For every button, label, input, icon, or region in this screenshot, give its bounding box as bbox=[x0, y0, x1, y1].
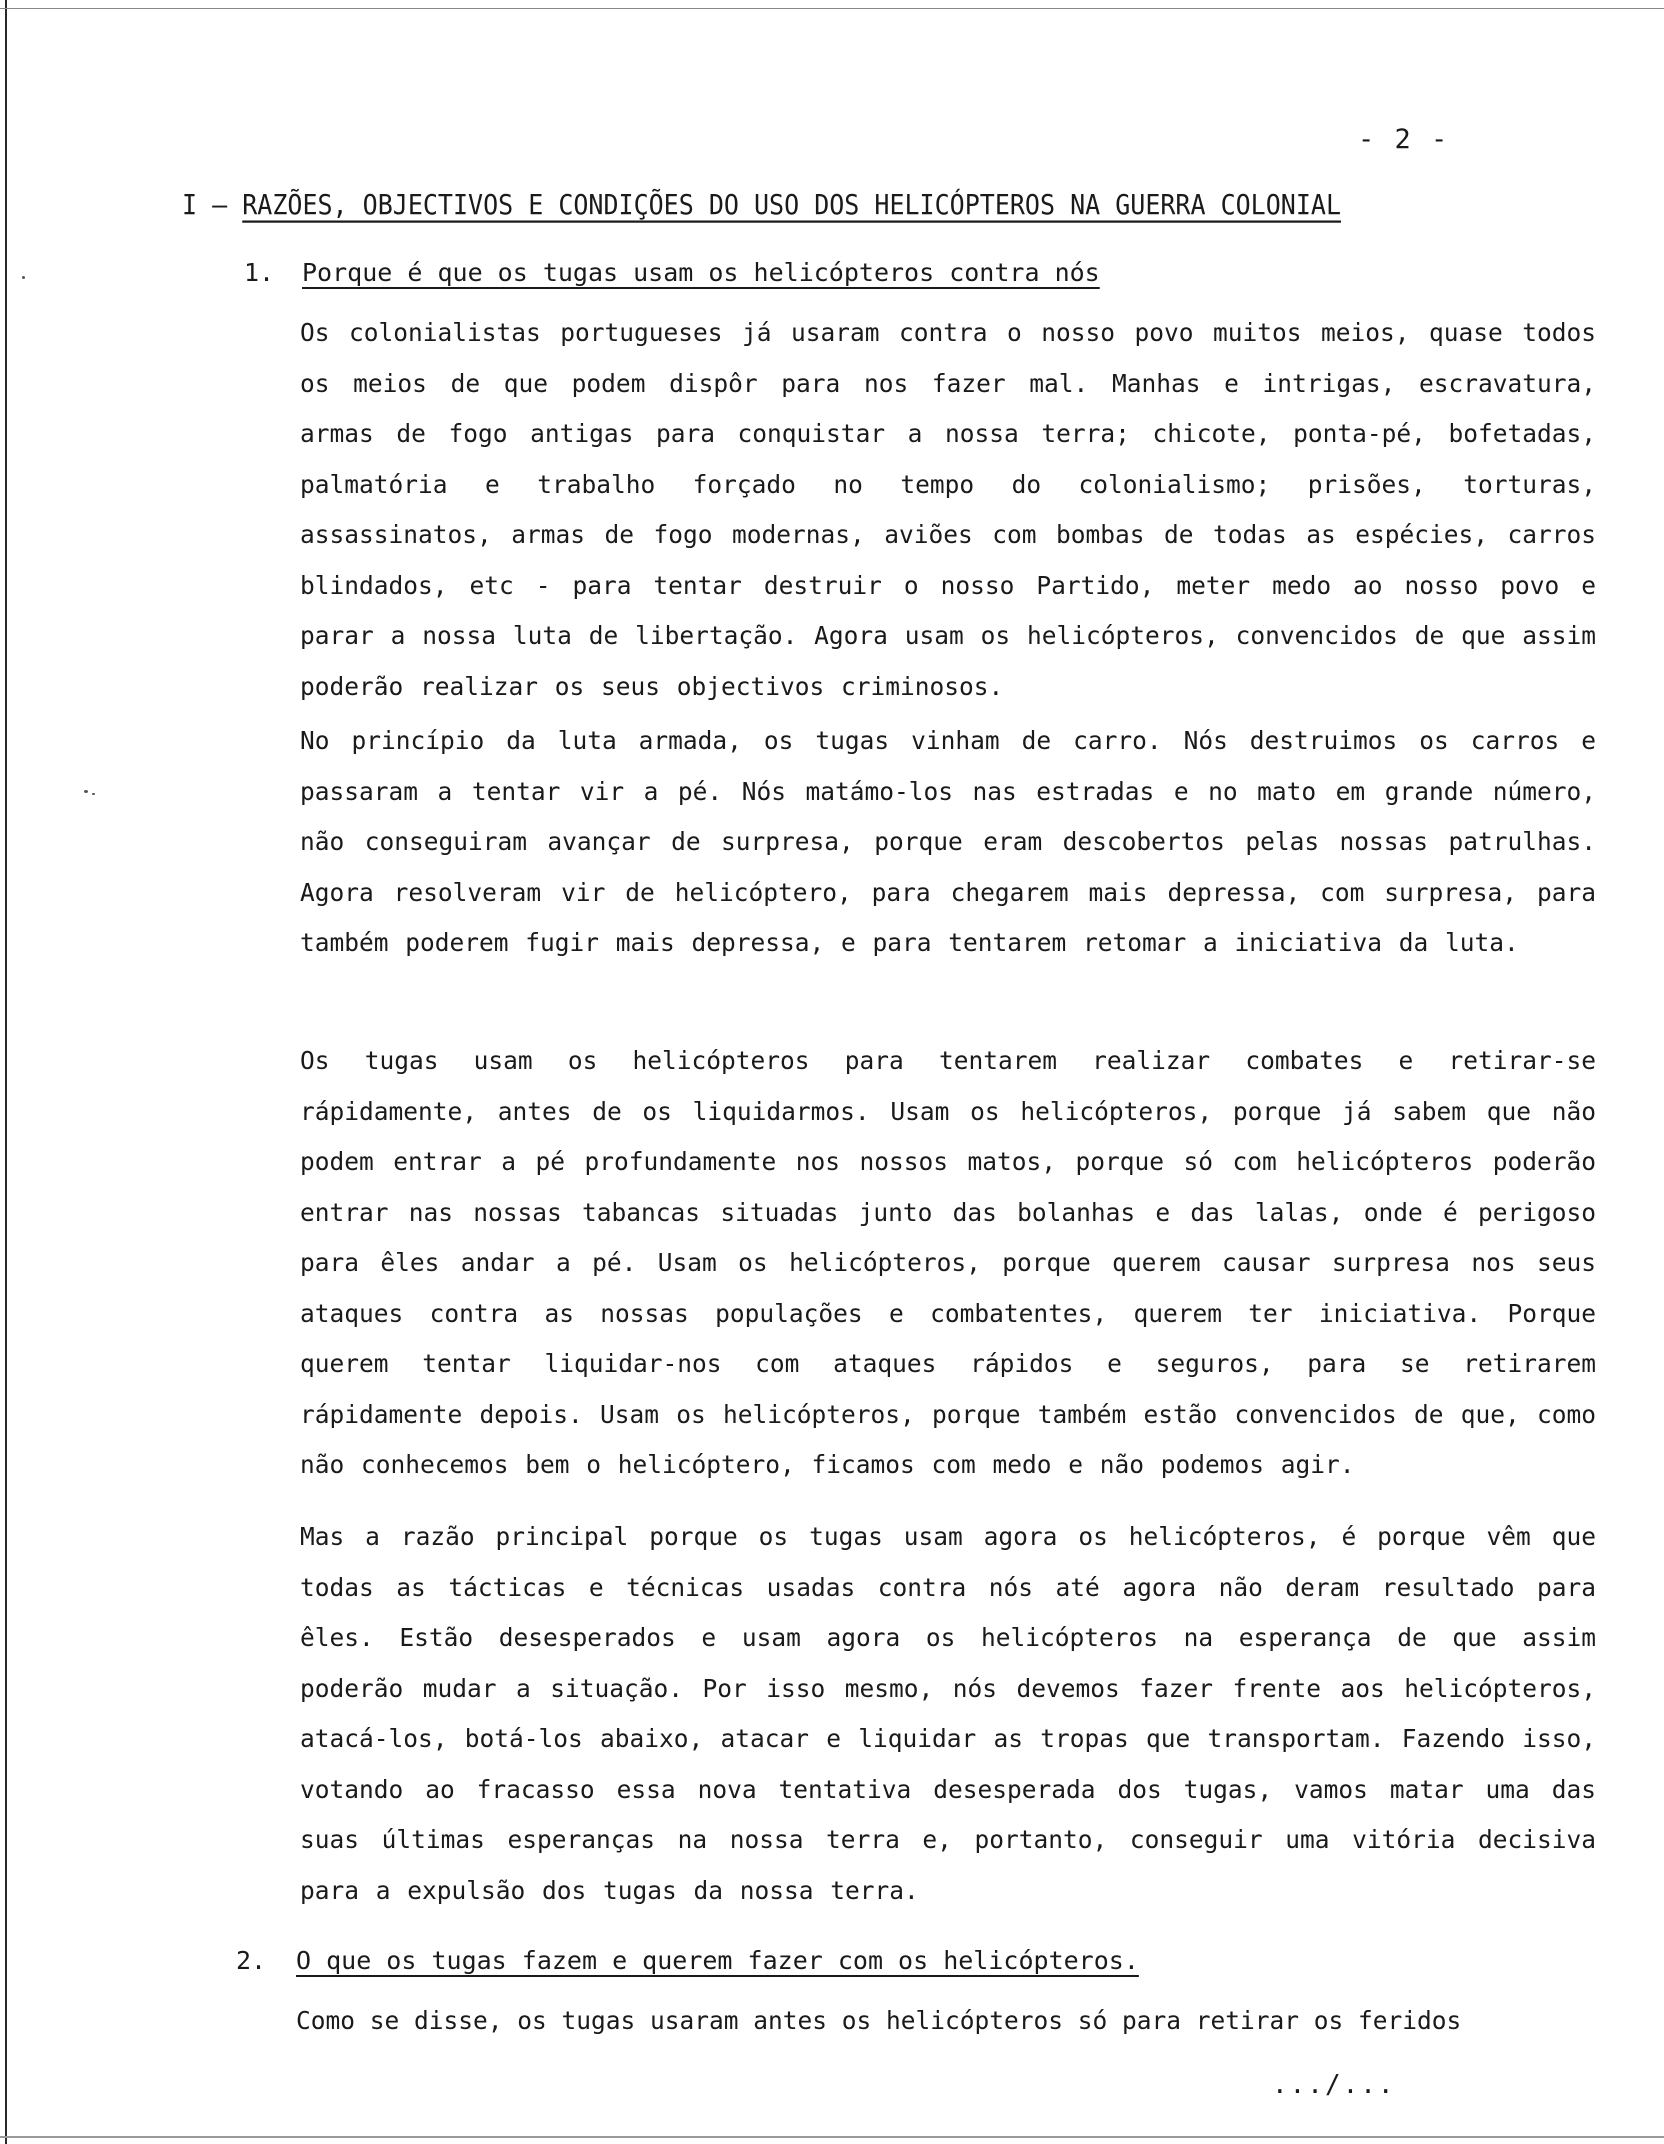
paragraph: Os colonialistas portugueses já usaram contra o nosso povo muitos meios, quase todos os meios de que podem dispôr para nos fazer mal. Manhas e intrigas, escravatura, armas de fogo antigas para conquistar a nossa terra; chicote, ponta-pé, bofetadas, palmatória e trabalho forçado no tempo do colonialismo; prisões, torturas, assassinatos, armas de fogo modernas, aviões com bombas de todas as espécies, carros blindados, etc - para tentar destruir o nosso Partido, meter medo ao nosso povo e parar a nossa luta de libertação. Agora usam os helicópteros, convencidos de que assim poderão realizar os seus objectivos criminosos. bbox=[300, 318, 1596, 701]
section-heading-2 bbox=[236, 1946, 1139, 1975]
scan-speck bbox=[84, 790, 88, 793]
scan-speck bbox=[22, 276, 25, 279]
section-heading-1 bbox=[244, 258, 1100, 287]
continued-marker: .../... bbox=[1272, 2070, 1396, 2100]
scan-top-edge bbox=[0, 8, 1664, 9]
scan-speck bbox=[92, 793, 95, 795]
paragraph: Os tugas usam os helicópteros para tentarem realizar combates e retirar-se rápidamente, antes de os liquidarmos. Usam os helicópteros, porque já sabem que não podem entrar a pé profundamente nos nossos matos, porque só com helicópteros poderão entrar nas nossas tabancas situadas junto das bolanhas e das lalas, onde é perigoso para êles andar a pé. Usam os helicópteros, porque querem causar surpresa nos seus ataques contra as nossas populações e combatentes, querem ter iniciativa. Porque querem tentar liquidar-nos com ataques rápidos e seguros, para se retirarem rápidamente depois. Usam os helicópteros, porque também estão convencidos de que, como não conhecemos bem o helicóptero, ficamos com medo e não podemos agir. bbox=[300, 1046, 1596, 1479]
scan-left-edge bbox=[5, 0, 7, 2144]
paragraph: Como se disse, os tugas usaram antes os helicópteros só para retirar os feridos bbox=[296, 2006, 1462, 2035]
paragraph: Mas a razão principal porque os tugas usam agora os helicópteros, é porque vêm que todas as tácticas e técnicas usadas contra nós até agora não deram resultado para êles. Estão desesperados e usam agora os helicópteros na esperança de que assim poderão mudar a situação. Por isso mesmo, nós devemos fazer frente aos helicópteros, atacá-los, botá-los abaixo, atacar e liquidar as tropas que transportam. Fazendo isso, votando ao fracasso essa nova tentativa desesperada dos tugas, vamos matar uma das suas últimas esperanças na nossa terra e, portanto, conseguir uma vitória decisiva para a expulsão dos tugas da nossa terra. bbox=[300, 1522, 1596, 1905]
chapter-roman: I bbox=[182, 188, 198, 221]
chapter-dash: – bbox=[212, 188, 228, 221]
chapter-title bbox=[182, 188, 1482, 220]
section-number: 2. bbox=[236, 1946, 267, 1975]
page-number: - 2 - bbox=[1358, 124, 1450, 155]
section-title: Porque é que os tugas usam os helicópteros contra nós bbox=[302, 258, 1100, 287]
section-number: 1. bbox=[244, 258, 275, 287]
scan-bottom-edge bbox=[0, 2136, 1664, 2138]
chapter-heading-text: RAZÕES, OBJECTIVOS E CONDIÇÕES DO USO DOS HELICÓPTEROS NA GUERRA COLONIAL bbox=[242, 188, 1341, 221]
paragraph: No princípio da luta armada, os tugas vinham de carro. Nós destruimos os carros e passaram a tentar vir a pé. Nós matámo-los nas estradas e no mato em grande número, não conseguiram avançar de surpresa, porque eram descobertos pelas nossas patrulhas. Agora resolveram vir de helicóptero, para chegarem mais depressa, com surpresa, para também poderem fugir mais depressa, e para tentarem retomar a iniciativa da luta. bbox=[300, 726, 1596, 957]
section-title: O que os tugas fazem e querem fazer com os helicópteros. bbox=[296, 1946, 1139, 1975]
